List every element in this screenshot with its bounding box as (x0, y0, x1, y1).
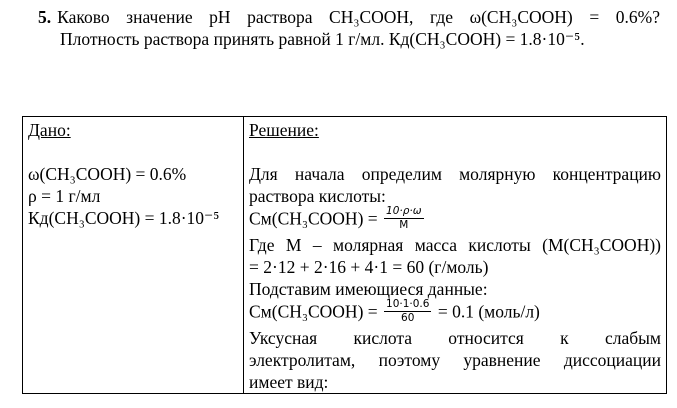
formula2-rhs: = 0.1 (моль/л) (437, 301, 540, 322)
formula2-lhs: См(CH₃COOH) = (249, 301, 378, 322)
solution-line-1: Для начала определим молярную концентрацию (249, 164, 661, 184)
formula-molar-concentration (249, 207, 661, 234)
formula-substitution (249, 300, 661, 327)
given-density: ρ = 1 г/мл (28, 186, 101, 206)
solution-line-5: Подставим имеющиеся данные: (249, 279, 488, 299)
problem-number: 5. (38, 7, 52, 27)
solution-heading: Решение: (249, 120, 319, 140)
solution-line-4: = 2·12 + 2·16 + 4·1 = 60 (г/моль) (249, 257, 489, 277)
problem-statement (38, 6, 660, 50)
given-mass-fraction: ω(CH₃COOH) = 0.6% (28, 164, 187, 184)
problem-text-1: Каково значение pH раствора CH₃COOH, где ω(CH₃COOH) = 0.6%? (57, 7, 660, 27)
formula1-numerator: 10·ρ·ω (386, 205, 422, 217)
solution-table (22, 116, 667, 394)
given-cell (23, 117, 244, 394)
problem-line-1 (38, 6, 660, 28)
formula2-numerator: 10·1·0.6 (386, 298, 430, 310)
given-dissociation-constant: Кд(CH₃COOH) = 1.8·10⁻⁵ (28, 208, 220, 228)
given-heading: Дано: (28, 120, 71, 140)
solution-line-7: электролитам, поэтому уравнение диссоциации (249, 350, 661, 370)
solution-cell (244, 117, 667, 394)
formula2-denominator: 60 (401, 312, 415, 324)
formula2-fraction (384, 298, 431, 325)
solution-line-8: имеет вид: (249, 372, 329, 392)
formula1-lhs: См(CH₃COOH) = (249, 208, 378, 229)
solution-line-2: раствора кислоты: (249, 186, 386, 206)
solution-line-3: Где М – молярная масса кислоты (M(CH₃COOH)) (249, 235, 661, 255)
formula1-denominator: M (399, 219, 409, 231)
problem-text-2: Плотность раствора принять равной 1 г/мл. Кд(CH₃COOH) = 1.8·10⁻⁵. (60, 29, 585, 49)
formula1-fraction (384, 205, 424, 232)
solution-line-6: Уксусная кислота относится к слабым (249, 328, 661, 348)
problem-line-2 (38, 28, 660, 50)
